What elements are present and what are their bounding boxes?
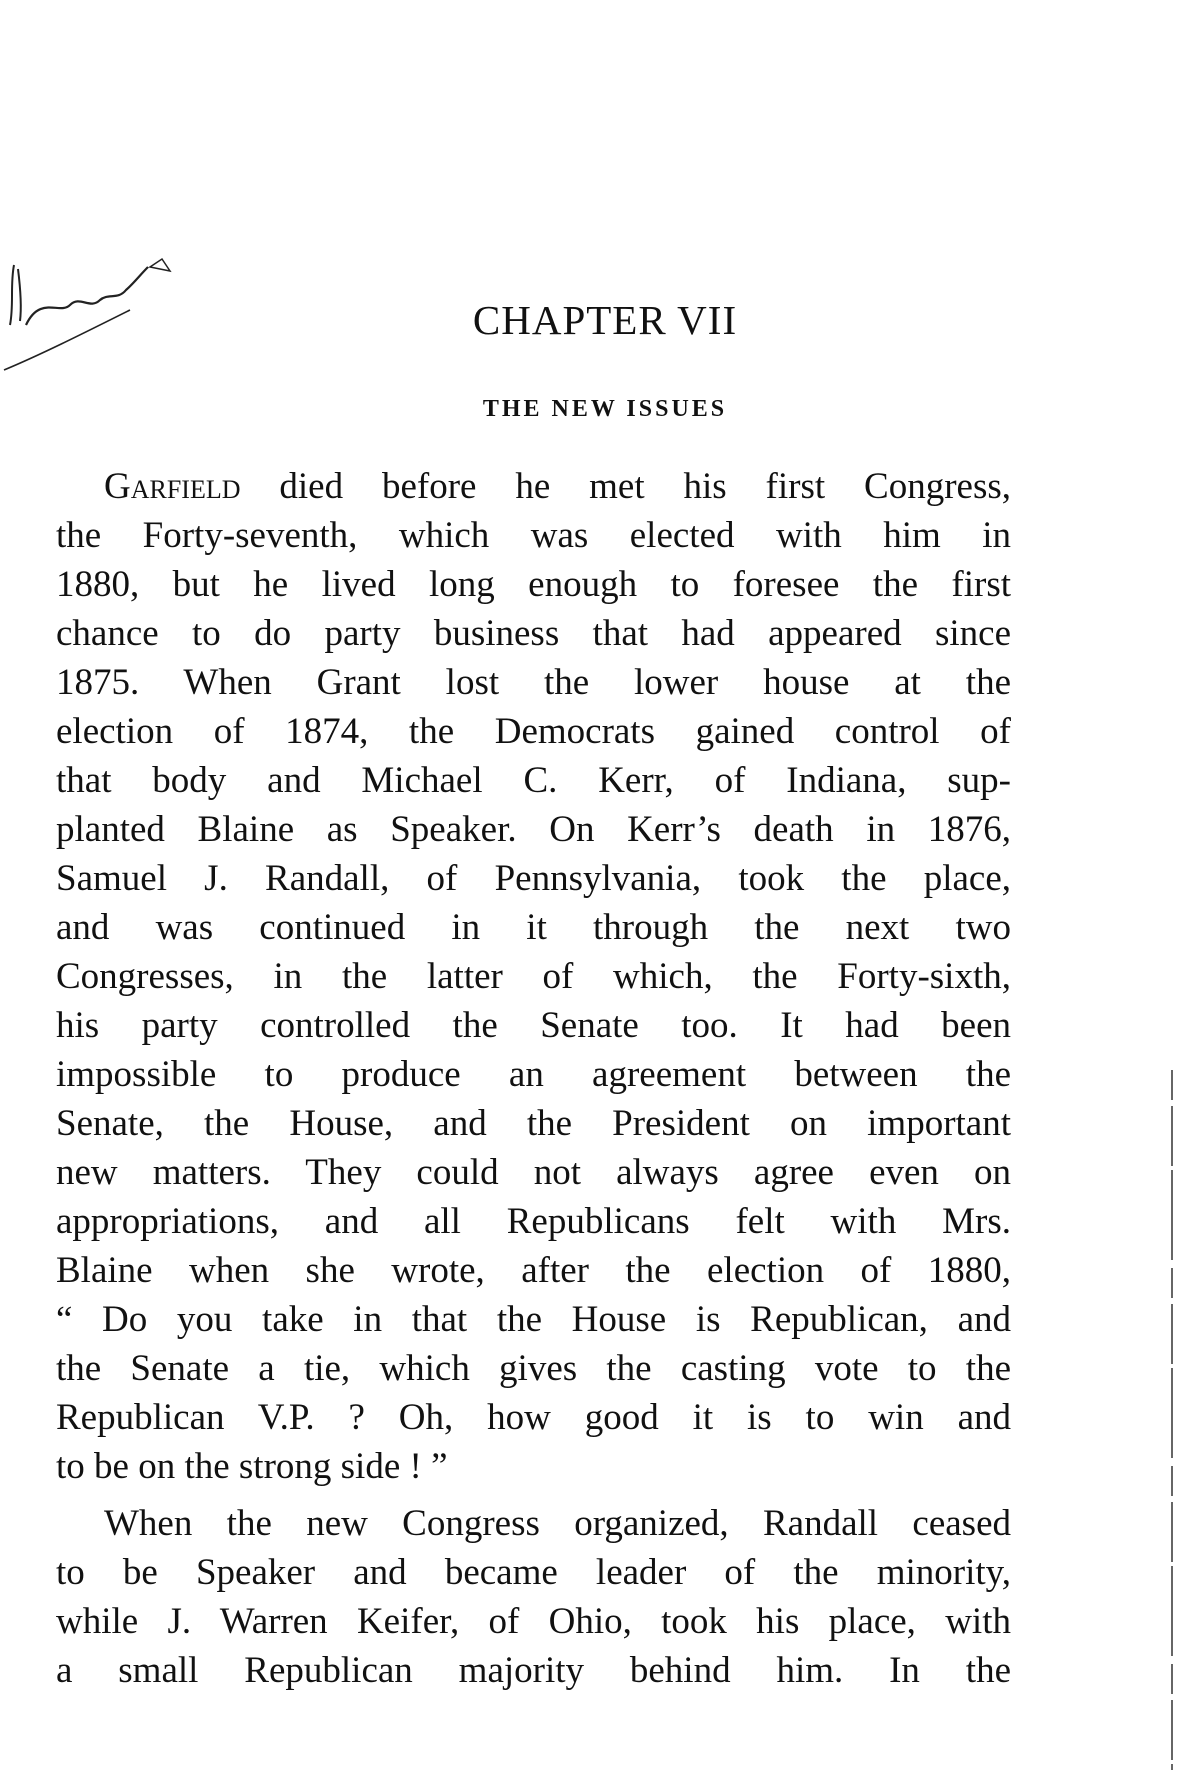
text-line: to be Speaker and became leader of the minority,	[56, 1552, 1011, 1593]
text-line: the Senate a tie, which gives the casting vote to the	[56, 1348, 1011, 1389]
text-line: election of 1874, the Democrats gained control of	[56, 711, 1011, 752]
text-line: Senate, the House, and the President on important	[56, 1103, 1011, 1144]
body-text	[56, 462, 1011, 1695]
page-edge-mark	[1170, 1070, 1174, 1770]
text-line: Republican V.P. ? Oh, how good it is to win and	[56, 1397, 1011, 1438]
text-line: a small Republican majority behind him. In the	[56, 1650, 1011, 1691]
text-line: new matters. They could not always agree even on	[56, 1152, 1011, 1193]
chapter-subtitle: THE NEW ISSUES	[482, 396, 728, 422]
text-line: Samuel J. Randall, of Pennsylvania, took the place,	[56, 858, 1011, 899]
text-line: Congresses, in the latter of which, the Forty-sixth,	[56, 956, 1011, 997]
chapter-title: CHAPTER VII	[472, 297, 738, 343]
text-span: died before he met his first Congress,	[240, 466, 1011, 507]
text-line	[56, 462, 1011, 511]
text-line: planted Blaine as Speaker. On Kerr’s death in 1876,	[56, 809, 1011, 850]
text-line: while J. Warren Keifer, of Ohio, took his place, with	[56, 1601, 1011, 1642]
text-line: “ Do you take in that the House is Republican, and	[56, 1299, 1011, 1340]
text-line: When the new Congress organized, Randall ceased	[104, 1503, 1011, 1544]
text-line: Blaine when she wrote, after the election of 1880,	[56, 1250, 1011, 1291]
text-line: the Forty-seventh, which was elected with him in	[56, 515, 1011, 556]
text-line: his party controlled the Senate too. It had been	[56, 1005, 1011, 1046]
paragraph	[56, 462, 1011, 1491]
paragraph	[56, 1499, 1011, 1695]
text-line: and was continued in it through the next two	[56, 907, 1011, 948]
text-line: impossible to produce an agreement between the	[56, 1054, 1011, 1095]
text-line: 1875. When Grant lost the lower house at the	[56, 662, 1011, 703]
paragraph-gap	[56, 1491, 1011, 1499]
text-line: appropriations, and all Republicans felt with Mrs.	[56, 1201, 1011, 1242]
text-line: 1880, but he lived long enough to foresee the first	[56, 564, 1011, 605]
text-line: to be on the strong side ! ”	[56, 1446, 448, 1487]
text-line: chance to do party business that had appeared since	[56, 613, 1011, 654]
dropcap-word: Garfield	[104, 466, 241, 507]
text-line: that body and Michael C. Kerr, of Indiana, sup-	[56, 760, 1011, 801]
